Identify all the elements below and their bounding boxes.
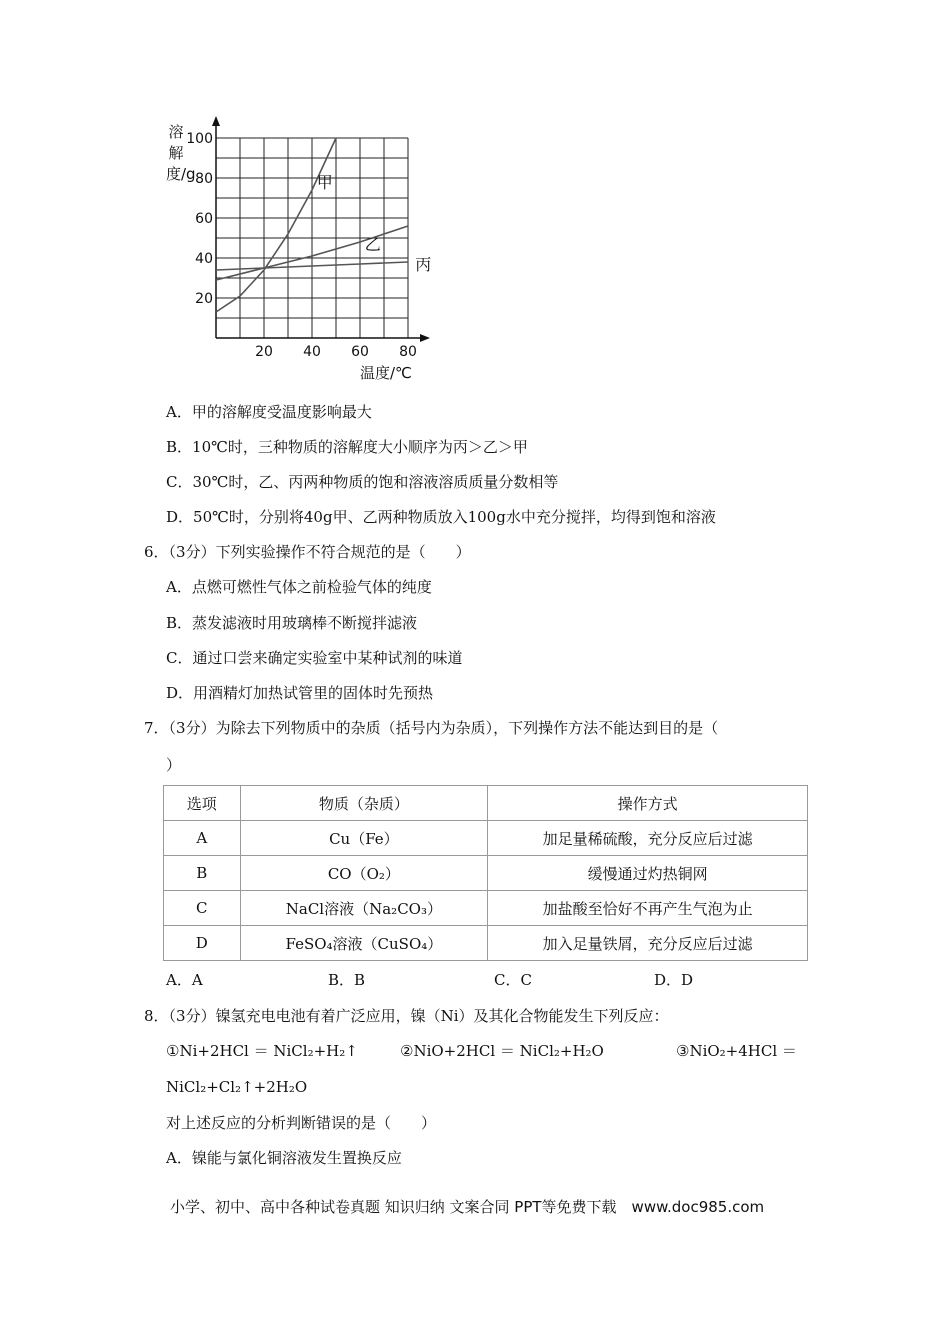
table-cell: 加盐酸至恰好不再产生气泡为止 <box>488 891 808 926</box>
series-label: 丙 <box>415 255 432 274</box>
series-label: 乙 <box>364 235 381 254</box>
table-row <box>164 821 808 856</box>
table-cell: CO（O₂） <box>240 856 488 891</box>
x-tick-label: 20 <box>255 344 273 360</box>
q7-answer-c: C．C <box>494 971 532 989</box>
q8-equation-3-cont: NiCl₂+Cl₂↑+2H₂O <box>166 1078 308 1096</box>
q8-equation-1: ①Ni+2HCl ＝ NiCl₂+H₂↑ <box>166 1042 358 1060</box>
y-tick-label: 40 <box>195 251 213 267</box>
x-axis-arrow <box>420 334 430 342</box>
q8-option-a: A．镍能与氯化铜溶液发生置换反应 <box>166 1149 402 1167</box>
q7-answer-d: D．D <box>654 971 694 989</box>
q5-option-d: D．50℃时，分别将40g甲、乙两种物质放入100g水中充分搅拌，均得到饱和溶液 <box>166 508 716 526</box>
y-tick-label: 80 <box>195 171 213 187</box>
q8-equation-3: ③NiO₂+4HCl ＝ <box>676 1042 797 1060</box>
table-header-row <box>164 786 808 821</box>
q8-question: 对上述反应的分析判断错误的是（ ） <box>166 1114 437 1132</box>
series-line-甲 <box>216 138 336 312</box>
x-tick-label: 60 <box>351 344 369 360</box>
series-label: 甲 <box>316 173 333 192</box>
y-tick-label: 100 <box>186 131 213 147</box>
solubility-chart-svg <box>160 110 440 360</box>
q7-stem-end: ） <box>166 756 182 774</box>
q7-answer-b: B．B <box>328 971 366 989</box>
x-axis-label: 温度/℃ <box>360 364 412 382</box>
table-row <box>164 926 808 961</box>
y-axis-label: 溶解度/g <box>166 123 196 183</box>
table-cell: B <box>164 856 241 891</box>
table-cell: NaCl溶液（Na₂CO₃） <box>240 891 488 926</box>
q6-option-a: A．点燃可燃性气体之前检验气体的纯度 <box>166 578 432 596</box>
table-cell: 缓慢通过灼热铜网 <box>488 856 808 891</box>
x-tick-label: 40 <box>303 344 321 360</box>
table-header-cell: 选项 <box>164 786 241 821</box>
table-header-cell: 物质（杂质） <box>240 786 488 821</box>
q6-option-d: D．用酒精灯加热试管里的固体时先预热 <box>166 684 434 702</box>
q6-option-c: C．通过口尝来确定实验室中某种试剂的味道 <box>166 649 463 667</box>
q7-stem: 7．（3分）为除去下列物质中的杂质（括号内为杂质），下列操作方法不能达到目的是（ <box>144 719 719 737</box>
table-cell: D <box>164 926 241 961</box>
q5-option-c: C．30℃时，乙、丙两种物质的饱和溶液溶质质量分数相等 <box>166 473 559 491</box>
q5-option-a: A．甲的溶解度受温度影响最大 <box>166 403 372 421</box>
q6-stem: 6．（3分）下列实验操作不符合规范的是（ ） <box>144 543 471 561</box>
q8-equation-2: ②NiO+2HCl ＝ NiCl₂+H₂O <box>400 1042 604 1060</box>
page-footer: 小学、初中、高中各种试卷真题 知识归纳 文案合同 PPT等免费下载 www.doc985.com <box>170 1198 765 1216</box>
table-row <box>164 891 808 926</box>
q7-answer-a: A．A <box>166 971 203 989</box>
table-cell: A <box>164 821 241 856</box>
table-cell: Cu（Fe） <box>240 821 488 856</box>
table-cell: 加足量稀硫酸，充分反应后过滤 <box>488 821 808 856</box>
y-axis-arrow <box>212 116 220 126</box>
chart-ticks <box>186 131 417 360</box>
chart-series-labels <box>317 173 431 274</box>
table-cell: 加入足量铁屑，充分反应后过滤 <box>488 926 808 961</box>
table-cell: FeSO₄溶液（CuSO₄） <box>240 926 488 961</box>
y-tick-label: 20 <box>195 291 213 307</box>
q7-table <box>163 785 808 961</box>
y-tick-label: 60 <box>195 211 213 227</box>
table-row <box>164 856 808 891</box>
table-cell: C <box>164 891 241 926</box>
x-tick-label: 80 <box>399 344 417 360</box>
q8-stem: 8．（3分）镍氢充电电池有着广泛应用，镍（Ni）及其化合物能发生下列反应： <box>144 1007 669 1025</box>
q5-option-b: B．10℃时，三种物质的溶解度大小顺序为丙＞乙＞甲 <box>166 438 528 456</box>
q6-option-b: B．蒸发滤液时用玻璃棒不断搅拌滤液 <box>166 614 418 632</box>
table-header-cell: 操作方式 <box>488 786 808 821</box>
